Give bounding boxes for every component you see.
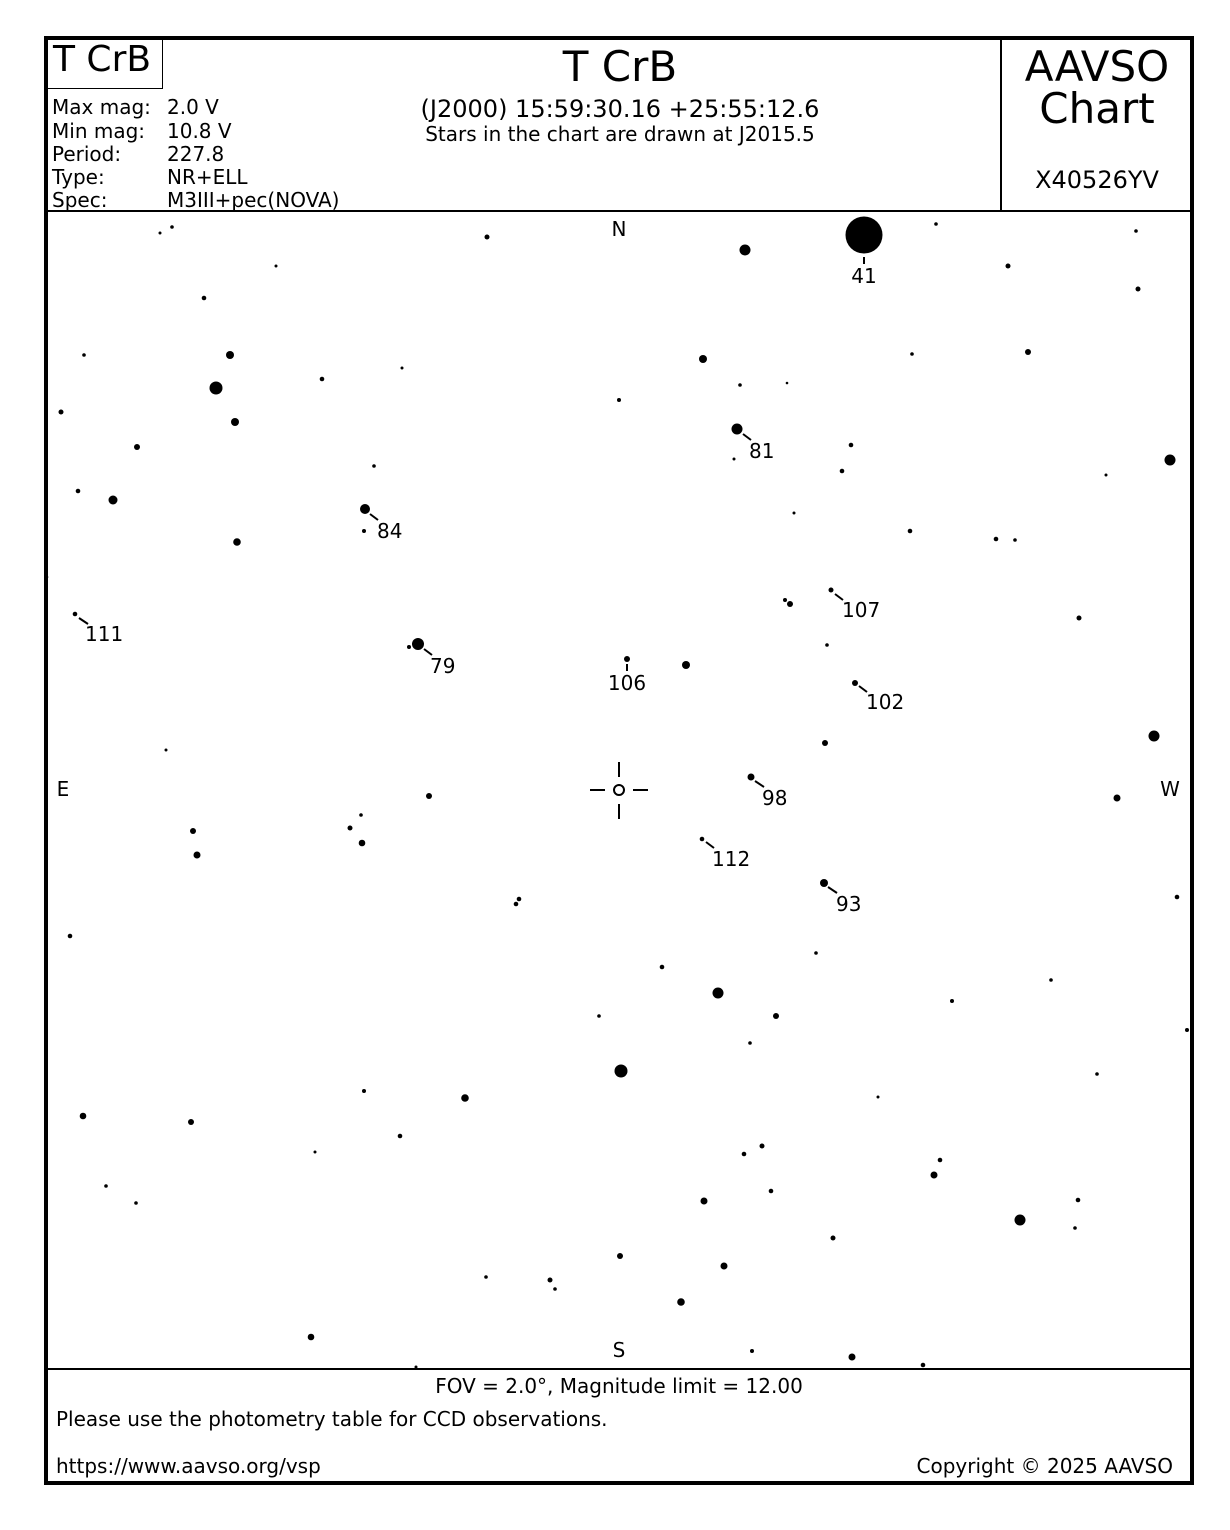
star (398, 1134, 403, 1139)
star (1015, 1215, 1026, 1226)
star (170, 225, 174, 229)
min-mag-value: 10.8 V (167, 119, 232, 143)
chart-title: T CrB (562, 42, 678, 91)
comp-label-98: 98 (762, 786, 788, 810)
star (517, 897, 522, 902)
star (348, 826, 353, 831)
min-mag-label: Min mag: (52, 119, 146, 143)
star (68, 934, 73, 939)
star (852, 680, 858, 686)
star (831, 1236, 836, 1241)
star (415, 1366, 418, 1369)
star (615, 1065, 628, 1078)
comp-label-102: 102 (866, 690, 905, 714)
star (677, 1298, 685, 1306)
comp-label-111: 111 (85, 622, 124, 646)
star (713, 988, 724, 999)
star (934, 222, 938, 226)
star (104, 1184, 108, 1188)
star (822, 740, 828, 746)
period-value: 227.8 (167, 142, 225, 166)
star (553, 1287, 557, 1291)
star (548, 1278, 553, 1283)
star (931, 1172, 938, 1179)
background-stars (46, 217, 1189, 1369)
comp-label-81: 81 (749, 439, 775, 463)
star (1049, 978, 1053, 982)
star (820, 879, 828, 887)
chart-id: X40526YV (1035, 166, 1159, 194)
star (938, 1158, 943, 1163)
star (950, 999, 954, 1003)
star (617, 1253, 623, 1259)
copyright: Copyright © 2025 AAVSO (916, 1454, 1173, 1478)
star (1149, 731, 1160, 742)
spec-value: M3III+pec(NOVA) (167, 188, 340, 212)
star (1076, 1198, 1081, 1203)
star (1013, 538, 1017, 542)
star (359, 840, 366, 847)
star (275, 265, 278, 268)
star (1025, 349, 1031, 355)
star (1134, 229, 1138, 233)
comp-label-93: 93 (836, 892, 862, 916)
star (773, 1013, 779, 1019)
comp-label-112: 112 (712, 847, 751, 871)
star (829, 588, 834, 593)
star (73, 612, 78, 617)
max-mag-label: Max mag: (52, 95, 151, 119)
star (46, 576, 48, 579)
star (793, 512, 796, 515)
comp-label-41: 41 (851, 264, 877, 288)
star (320, 377, 325, 382)
star (1105, 474, 1108, 477)
star (165, 749, 168, 752)
max-mag-value: 2.0 V (167, 95, 219, 119)
star (660, 965, 665, 970)
star (484, 1275, 488, 1279)
star (360, 504, 370, 514)
spec-label: Spec: (52, 188, 108, 212)
star-field (46, 211, 1190, 1368)
comp-label-79: 79 (430, 654, 456, 678)
star (877, 1096, 880, 1099)
star (994, 537, 999, 542)
star (314, 1151, 317, 1154)
star-name: T CrB (53, 39, 152, 80)
chart-word: Chart (1039, 84, 1155, 133)
star (1136, 287, 1141, 292)
star (159, 232, 162, 235)
comp-label-106: 106 (607, 671, 647, 695)
star (908, 529, 913, 534)
star (849, 443, 854, 448)
star (1165, 455, 1176, 466)
star (134, 444, 140, 450)
star (426, 793, 432, 799)
star (226, 351, 234, 359)
star (742, 1152, 747, 1157)
star (769, 1189, 774, 1194)
star (59, 410, 64, 415)
star (1077, 616, 1082, 621)
star (407, 645, 411, 649)
type-label: Type: (52, 165, 105, 189)
star (190, 828, 196, 834)
star (188, 1119, 194, 1125)
star (461, 1094, 469, 1102)
star (485, 235, 490, 240)
star (514, 902, 519, 907)
star (750, 1349, 754, 1353)
star (76, 489, 81, 494)
star (732, 424, 743, 435)
star (202, 296, 207, 301)
vsp-url[interactable]: https://www.aavso.org/vsp (56, 1454, 321, 1478)
star (740, 245, 751, 256)
star (760, 1144, 765, 1149)
comp-label-84: 84 (377, 519, 403, 543)
coordinates: (J2000) 15:59:30.16 +25:55:12.6 (420, 95, 820, 123)
star (1185, 1028, 1189, 1032)
org-name: AAVSO (1024, 42, 1170, 91)
star (814, 951, 818, 955)
star (840, 469, 845, 474)
star (682, 661, 690, 669)
star (1073, 1226, 1077, 1230)
star (617, 398, 621, 402)
star (372, 464, 376, 468)
star (1006, 264, 1011, 269)
star (849, 1354, 856, 1361)
star (624, 656, 630, 662)
star (699, 355, 707, 363)
variable-star-marker (614, 785, 624, 795)
star (233, 538, 241, 546)
ccd-note: Please use the photometry table for CCD observations. (56, 1407, 608, 1431)
star (748, 1041, 752, 1045)
direction-west: W (1160, 777, 1180, 801)
star (231, 418, 239, 426)
star (82, 353, 86, 357)
star (738, 383, 742, 387)
comp-label-107: 107 (842, 598, 881, 622)
label-leaders (79, 257, 867, 893)
star (401, 367, 404, 370)
star (1175, 895, 1180, 900)
star (210, 382, 223, 395)
star (786, 382, 789, 385)
star (748, 774, 755, 781)
direction-south: S (612, 1338, 626, 1362)
target-reticle (590, 762, 648, 819)
star (597, 1014, 601, 1018)
star (308, 1334, 315, 1341)
fov-line: FOV = 2.0°, Magnitude limit = 12.00 (435, 1374, 803, 1398)
star (362, 1089, 366, 1093)
star (783, 598, 787, 602)
star (1095, 1072, 1099, 1076)
star (80, 1113, 87, 1120)
star (701, 1198, 708, 1205)
direction-north: N (611, 217, 627, 241)
star (921, 1363, 926, 1368)
period-label: Period: (52, 142, 122, 166)
direction-east: E (56, 777, 70, 801)
star (787, 601, 793, 607)
star (846, 217, 883, 254)
type-value: NR+ELL (167, 165, 248, 189)
star (412, 638, 424, 650)
star (825, 643, 829, 647)
star (134, 1201, 138, 1205)
epoch-note: Stars in the chart are drawn at J2015.5 (425, 122, 815, 146)
star (1114, 795, 1121, 802)
footer-divider (44, 1368, 1194, 1370)
star (359, 813, 363, 817)
star (362, 529, 366, 533)
star (910, 352, 914, 356)
star (733, 458, 736, 461)
star (721, 1263, 728, 1270)
direction-labels (57, 217, 1180, 1362)
star (109, 496, 118, 505)
star (700, 837, 705, 842)
star (194, 852, 201, 859)
comparison-labels (85, 264, 904, 916)
